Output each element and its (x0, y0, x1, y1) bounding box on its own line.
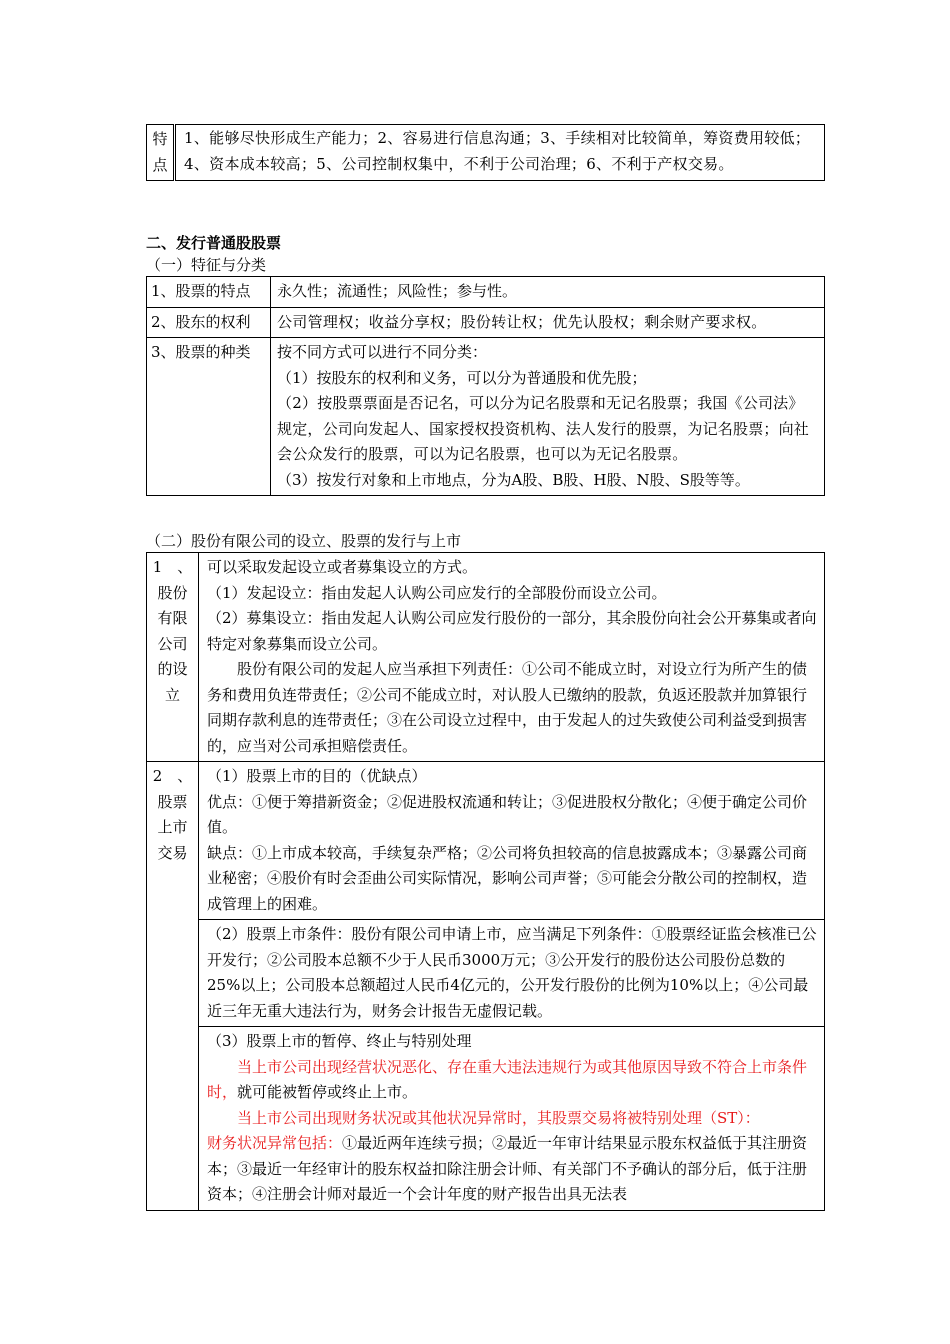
content-line: 可以采取发起设立或者募集设立的方式。 (207, 558, 478, 576)
features-content: 1、能够尽快形成生产能力；2、容易进行信息沟通；3、手续相对比较简单，筹资费用较低；4、资本成本较高；5、公司控制权集中，不利于公司治理；6、不利于产权交易。 (175, 125, 825, 181)
listing-conditions-cell (199, 920, 825, 1027)
content-line: 缺点：①上市成本较高，手续复杂严格；②公司将负担较高的信息披露成本；③暴露公司商业秘密；④股价有时会歪曲公司实际情况，影响公司声誉；⑤可能会分散公司的控制权，造成管理上的困难。 (207, 843, 808, 913)
row-label: 1 、 股份 有限 公司 的设 立 (147, 553, 199, 762)
content-line: 优点：①便于筹措新资金；②促进股权流通和转让；③促进股权分散化；④便于确定公司价值。 (207, 792, 808, 836)
content-line: （3）股票上市的暂停、终止与特别处理 (207, 1032, 472, 1050)
content-line: 股份有限公司的发起人应当承担下列责任：①公司不能成立时，对设立行为所产生的债务和费用负连带责任；②公司不能成立时，对认股人已缴纳的股款，负返还股款并加算银行同期存款利息的连带责任；③在公司设立过程中，由于发起人的过失致使公司利益受到损害的，应当对公司承担赔偿责任。 (207, 660, 808, 755)
features-table (146, 124, 825, 181)
table-row (147, 1027, 825, 1211)
content-line: （1）按股东的权利和义务，可以分为普通股和优先股； (277, 368, 647, 387)
content-line: （2）按股票票面是否记名，可以分为记名股票和无记名股票；我国《公司法》规定，公司向发起人、国家授权投资机构、法人发行的股票，为记名股票；向社会公众发行的股票，可以为记名股票，也可以为无记名股票。 (277, 394, 810, 463)
row-content (271, 338, 825, 496)
row-content: 永久性；流通性；风险性；参与性。 (271, 277, 825, 308)
row-label: 2、股东的权利 (147, 307, 271, 338)
table-row (147, 762, 825, 920)
section-title: 二、发行普通股股票 (146, 234, 282, 252)
content-line: 按不同方式可以进行不同分类： (277, 343, 488, 361)
content-line: （1）股票上市的目的（优缺点） (207, 767, 427, 785)
row-content: 公司管理权；收益分享权；股份转让权；优先认股权；剩余财产要求权。 (271, 307, 825, 338)
stock-features-table (146, 276, 825, 496)
content-line: （3）按发行对象和上市地点，分为A股、B股、H股、N股、S股等等。 (277, 470, 750, 489)
row-content (199, 553, 825, 762)
features-row (147, 125, 825, 181)
table-row (147, 338, 825, 496)
row-label: 3、股票的种类 (147, 338, 271, 496)
content-line: 财务状况异常包括：①最近两年连续亏损；②最近一年审计结果显示股东权益低于其注册资本；③最近一年经审计的股东权益扣除注册会计师、有关部门不予确认的部分后，低于注册资本；④注册会计师对最近一个会计年度的财产报告出具无法表 (207, 1134, 808, 1203)
table-row (147, 307, 825, 338)
content-line: （1）发起设立：指由发起人认购公司应发行的全部股份而设立公司。 (207, 583, 667, 602)
content-line: 当上市公司出现经营状况恶化、存在重大违法违规行为或其他原因导致不符合上市条件时，就可能被暂停或终止上市。 (207, 1057, 808, 1101)
features-label: 特 点 (147, 125, 175, 181)
listing-purpose-cell (199, 762, 825, 920)
table-row (147, 277, 825, 308)
listing-suspension-cell (199, 1027, 825, 1211)
sub1-caption: （一）特征与分类 (146, 256, 267, 274)
row-label: 1、股票的特点 (147, 277, 271, 308)
company-listing-table (146, 552, 825, 1211)
row-label: 2 、 股票 上市 交易 (147, 762, 199, 1211)
content-line: 当上市公司出现财务状况或其他状况异常时，其股票交易将被特别处理（ST）： (237, 1108, 760, 1127)
table-row (147, 553, 825, 762)
content-line: （2）股票上市条件：股份有限公司申请上市，应当满足下列条件：①股票经证监会核准已公开发行；②公司股本总额不少于人民币3000万元；③公开发行的股份达公司股份总数的25%以上；公司股本总额超过人民币4亿元的，公开发行股份的比例为10%以上；④公司最近三年无重大违法行为，财务会计报告无虚假记载。 (207, 925, 817, 1020)
sub2-caption: （二）股份有限公司的设立、股票的发行与上市 (146, 532, 462, 550)
table-row (147, 920, 825, 1027)
content-line: （2）募集设立：指由发起人认购公司应发行股份的一部分，其余股份向社会公开募集或者向特定对象募集而设立公司。 (207, 609, 817, 653)
